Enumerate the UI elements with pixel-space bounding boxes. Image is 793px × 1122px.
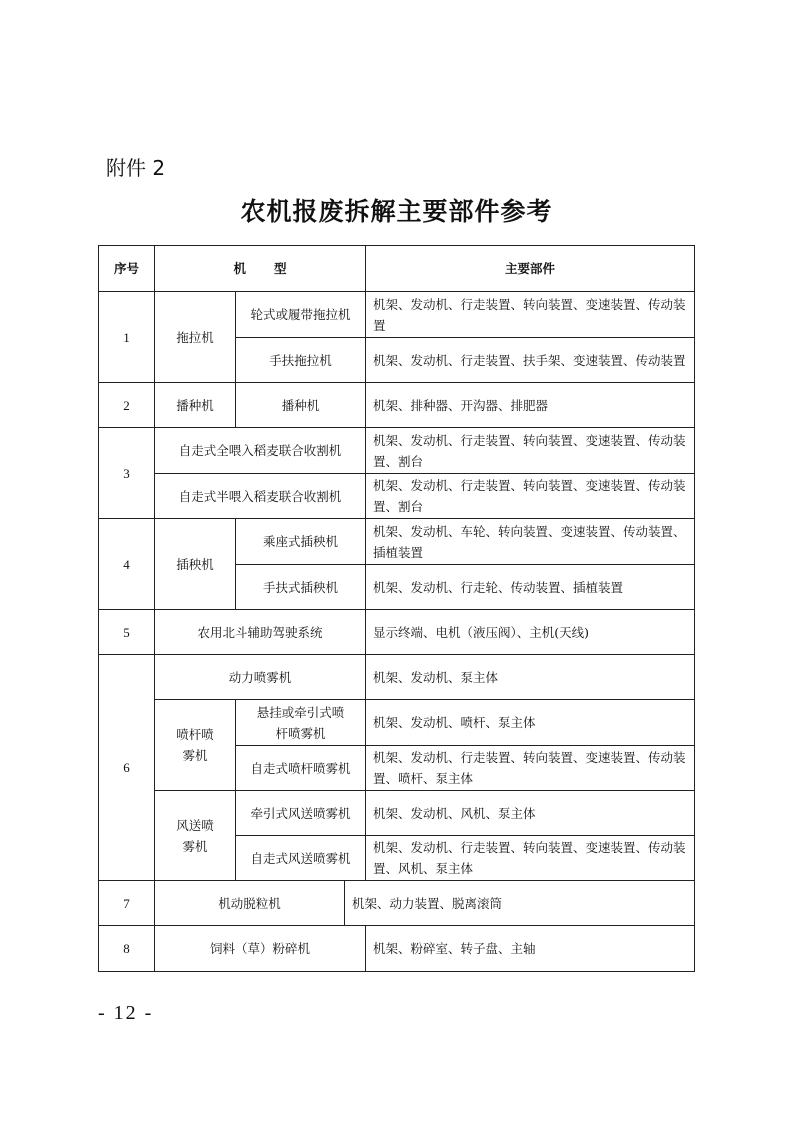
parts-cell: 机架、动力装置、脱离滚筒 bbox=[344, 880, 695, 926]
model-cell: 机动脱粒机 bbox=[154, 880, 345, 926]
attachment-label: 附件 2 bbox=[106, 156, 166, 180]
model-cell: 牵引式风送喷雾机 bbox=[235, 790, 366, 836]
parts-reference-table bbox=[98, 245, 695, 972]
model-cell: 手扶式插秧机 bbox=[235, 564, 366, 610]
row-index: 1 bbox=[98, 291, 155, 383]
model-cell: 自走式风送喷雾机 bbox=[235, 835, 366, 881]
model-cell: 手扶拖拉机 bbox=[235, 337, 366, 383]
category-cell: 播种机 bbox=[154, 382, 236, 428]
header-parts: 主要部件 bbox=[365, 245, 695, 292]
parts-cell: 机架、粉碎室、转子盘、主轴 bbox=[365, 925, 695, 972]
row-index: 5 bbox=[98, 609, 155, 655]
header-model: 机型 bbox=[154, 245, 366, 292]
parts-cell: 机架、发动机、行走装置、转向装置、变速装置、传动装置、割台 bbox=[365, 427, 695, 474]
parts-cell: 机架、发动机、行走装置、扶手架、变速装置、传动装置 bbox=[365, 337, 695, 383]
row-index: 8 bbox=[98, 925, 155, 972]
parts-cell: 机架、发动机、行走轮、传动装置、插植装置 bbox=[365, 564, 695, 610]
parts-cell: 机架、发动机、行走装置、转向装置、变速装置、传动装置、割台 bbox=[365, 473, 695, 519]
model-cell: 悬挂或牵引式喷杆喷雾机 bbox=[235, 699, 366, 746]
parts-cell: 机架、发动机、风机、泵主体 bbox=[365, 790, 695, 836]
parts-cell: 机架、发动机、车轮、转向装置、变速装置、传动装置、插植装置 bbox=[365, 518, 695, 565]
parts-cell: 显示终端、电机（液压阀）、主机(天线) bbox=[365, 609, 695, 655]
model-cell: 乘座式插秧机 bbox=[235, 518, 366, 565]
model-cell: 农用北斗辅助驾驶系统 bbox=[154, 609, 366, 655]
model-cell: 轮式或履带拖拉机 bbox=[235, 291, 366, 338]
row-index: 6 bbox=[98, 654, 155, 881]
model-cell: 自走式全喂入稻麦联合收割机 bbox=[154, 427, 366, 474]
model-cell: 播种机 bbox=[235, 382, 366, 428]
parts-cell: 机架、发动机、行走装置、转向装置、变速装置、传动装置 bbox=[365, 291, 695, 338]
parts-cell: 机架、发动机、行走装置、转向装置、变速装置、传动装置、喷杆、泵主体 bbox=[365, 745, 695, 791]
header-index: 序号 bbox=[98, 245, 155, 292]
model-cell: 动力喷雾机 bbox=[154, 654, 366, 700]
category-cell: 拖拉机 bbox=[154, 291, 236, 383]
document-title: 农机报废拆解主要部件参考 bbox=[240, 197, 553, 226]
parts-cell: 机架、排种器、开沟器、排肥器 bbox=[365, 382, 695, 428]
model-cell: 自走式半喂入稻麦联合收割机 bbox=[154, 473, 366, 519]
row-index: 4 bbox=[98, 518, 155, 610]
parts-cell: 机架、发动机、行走装置、转向装置、变速装置、传动装置、风机、泵主体 bbox=[365, 835, 695, 881]
parts-cell: 机架、发动机、泵主体 bbox=[365, 654, 695, 700]
category-cell: 插秧机 bbox=[154, 518, 236, 610]
parts-cell: 机架、发动机、喷杆、泵主体 bbox=[365, 699, 695, 746]
category-cell: 风送喷雾机 bbox=[154, 790, 236, 881]
model-cell: 自走式喷杆喷雾机 bbox=[235, 745, 366, 791]
category-cell: 喷杆喷雾机 bbox=[154, 699, 236, 791]
model-cell: 饲料（草）粉碎机 bbox=[154, 925, 366, 972]
row-index: 7 bbox=[98, 880, 155, 926]
page-number: - 12 - bbox=[98, 1002, 154, 1024]
row-index: 2 bbox=[98, 382, 155, 428]
row-index: 3 bbox=[98, 427, 155, 519]
